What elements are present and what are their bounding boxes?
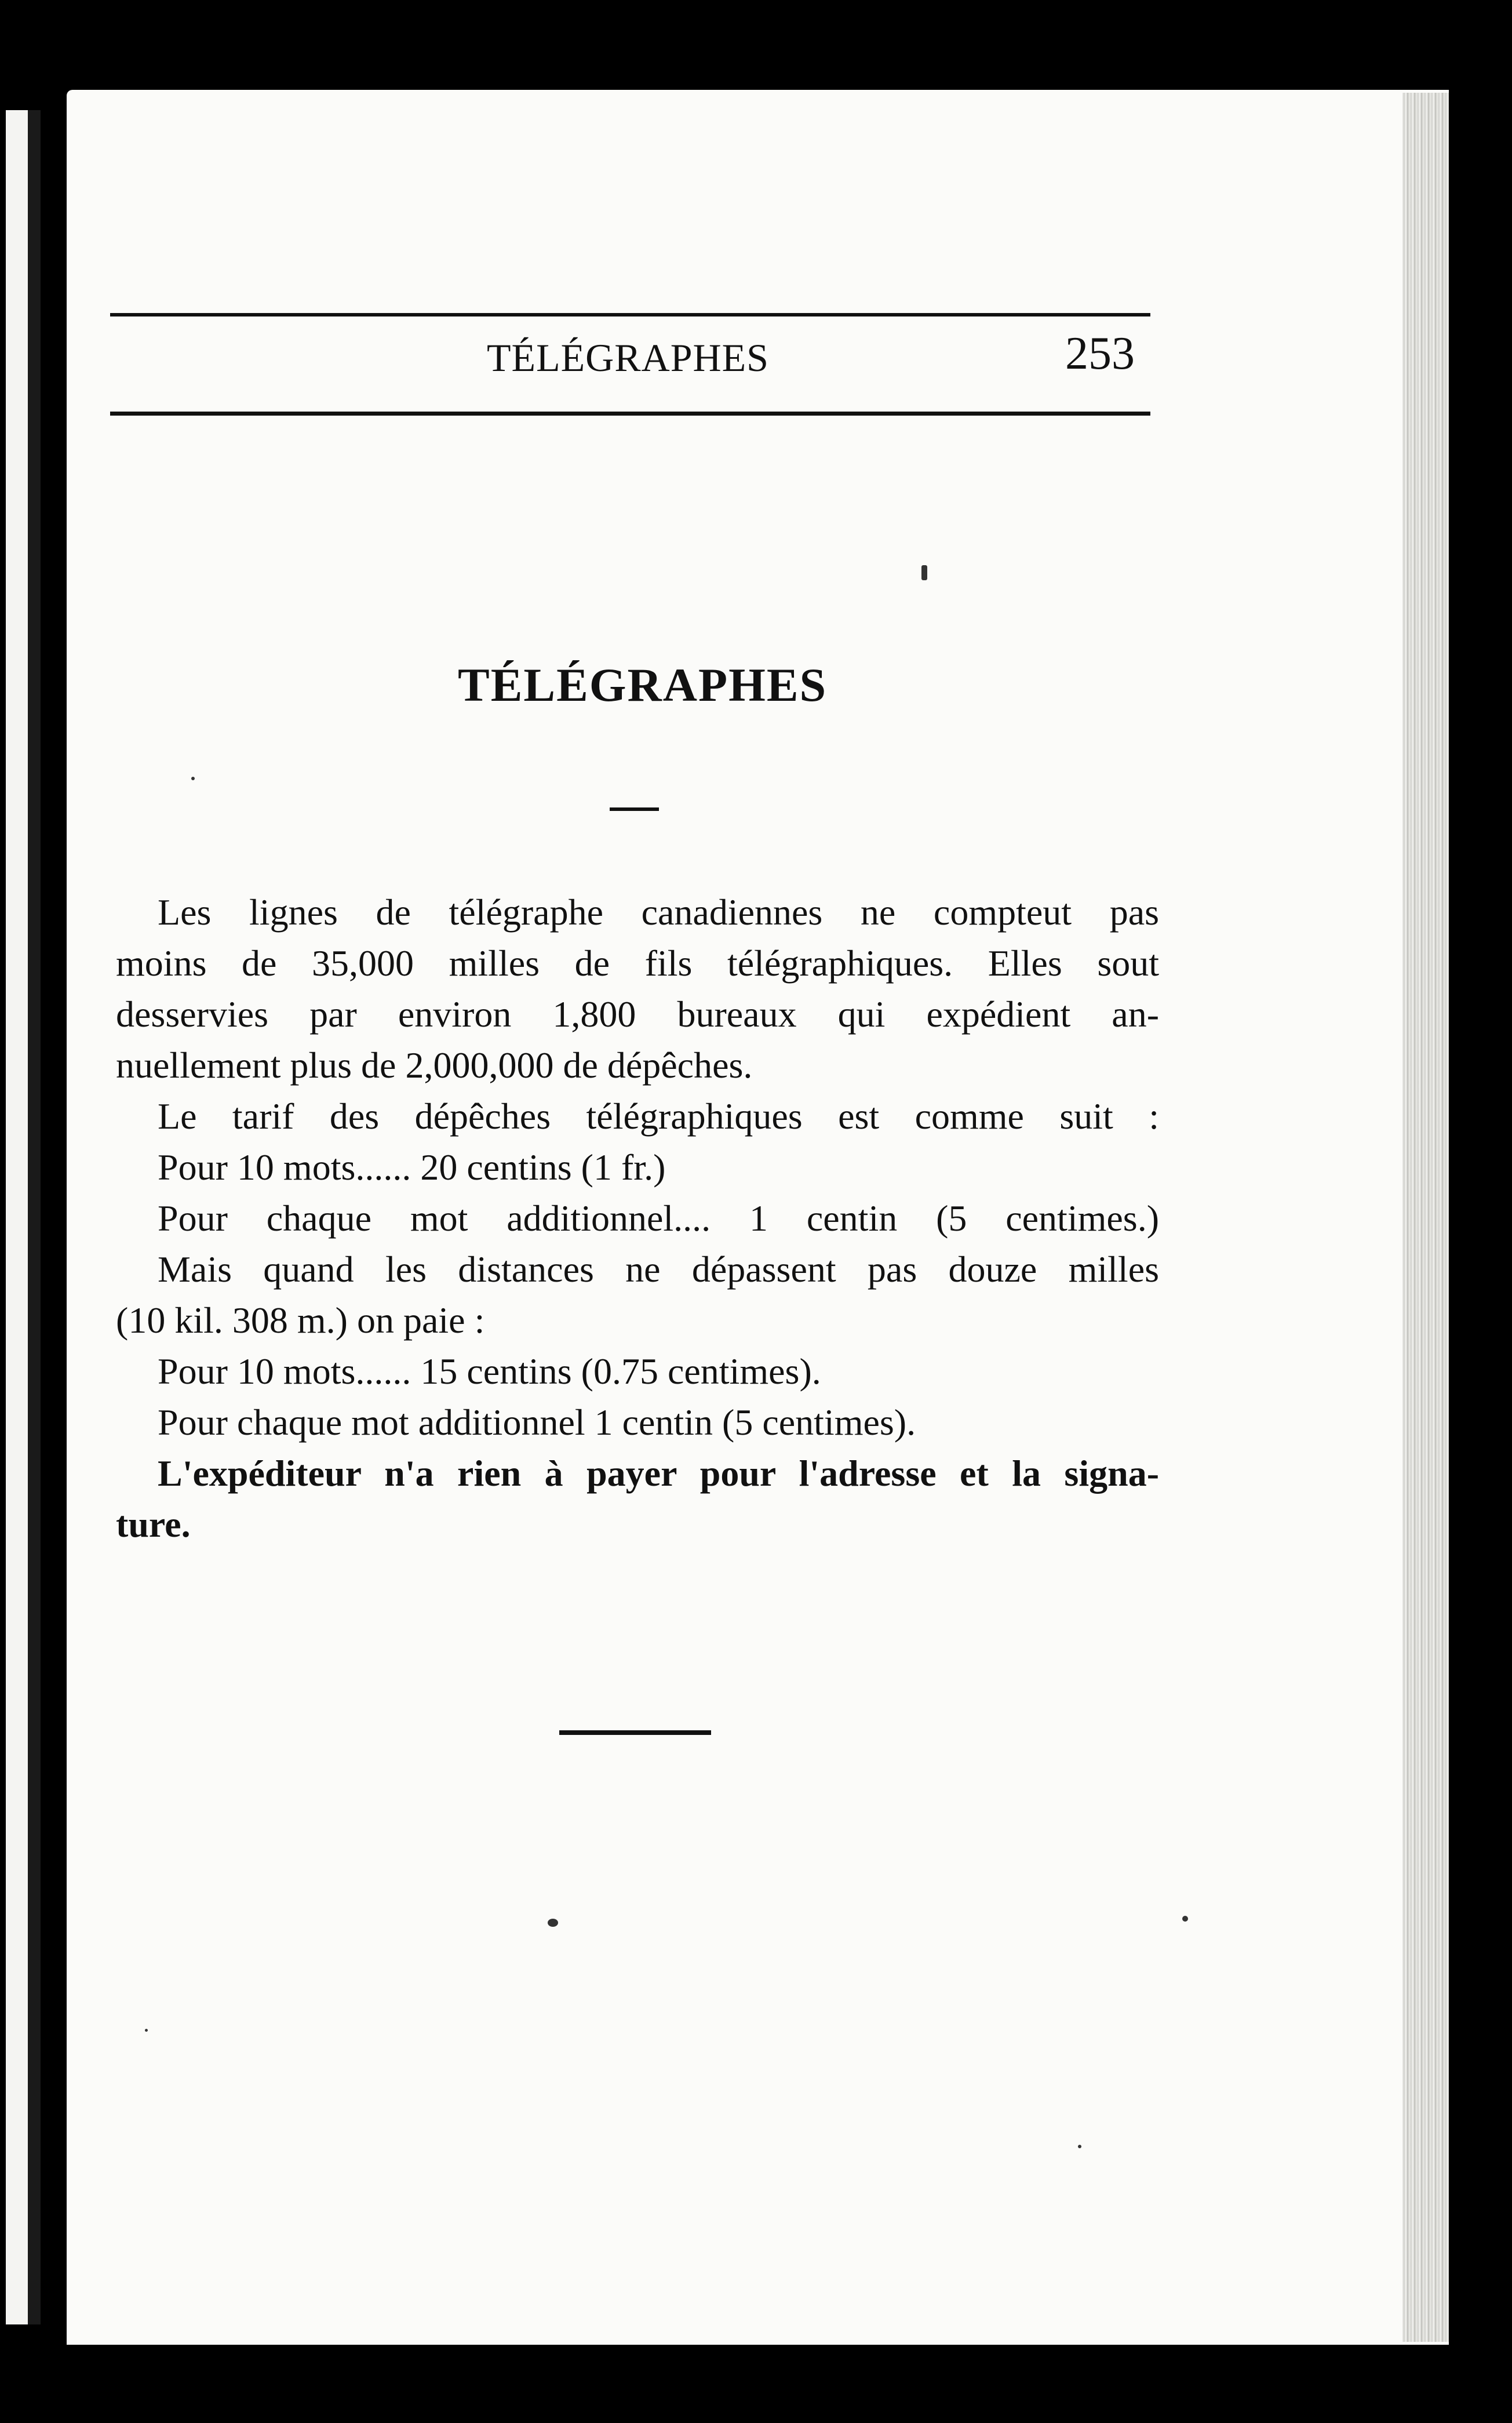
text-line: Pour chaque mot additionnel.... 1 centin (5 centimes.) bbox=[158, 1198, 1159, 1239]
page-stack-edge bbox=[1402, 93, 1449, 2342]
text-line: moins de 35,000 milles de fils télégraphiques. Elles sout bbox=[116, 943, 1159, 984]
header-rule-top bbox=[110, 313, 1150, 316]
end-rule bbox=[559, 1730, 711, 1735]
body-text bbox=[116, 887, 1159, 1550]
ink-speck bbox=[145, 2029, 148, 2032]
text-line: Le tarif des dépêches télégraphiques est comme suit : bbox=[158, 1096, 1159, 1137]
text-line: Pour chaque mot additionnel 1 centin (5 centimes). bbox=[158, 1402, 916, 1443]
ink-speck bbox=[191, 777, 195, 780]
ink-speck bbox=[548, 1919, 558, 1927]
running-title: TÉLÉGRAPHES bbox=[487, 336, 769, 380]
text-line: Pour 10 mots...... 20 centins (1 fr.) bbox=[158, 1147, 666, 1188]
page-number: 253 bbox=[1065, 328, 1135, 379]
text-line: ture. bbox=[116, 1504, 191, 1545]
ink-speck bbox=[1182, 1916, 1188, 1922]
page-edge-left bbox=[6, 110, 28, 2324]
ink-speck bbox=[1078, 2145, 1081, 2148]
binding-shadow bbox=[28, 110, 41, 2324]
title-separator bbox=[610, 807, 659, 811]
text-line: Les lignes de télégraphe canadiennes ne compteut pas bbox=[158, 892, 1159, 933]
ink-speck bbox=[921, 565, 927, 580]
text-line: Mais quand les distances ne dépassent pas douze milles bbox=[158, 1249, 1159, 1290]
chapter-title: TÉLÉGRAPHES bbox=[458, 658, 828, 711]
text-line: Pour 10 mots...... 15 centins (0.75 centimes). bbox=[158, 1351, 821, 1392]
text-line: desservies par environ 1,800 bureaux qui expédient an- bbox=[116, 994, 1159, 1035]
header-rule-bottom bbox=[110, 412, 1150, 416]
text-line: (10 kil. 308 m.) on paie : bbox=[116, 1300, 485, 1341]
text-line: nuellement plus de 2,000,000 de dépêches. bbox=[116, 1045, 753, 1086]
text-line: L'expéditeur n'a rien à payer pour l'adresse et la signa- bbox=[158, 1453, 1159, 1494]
